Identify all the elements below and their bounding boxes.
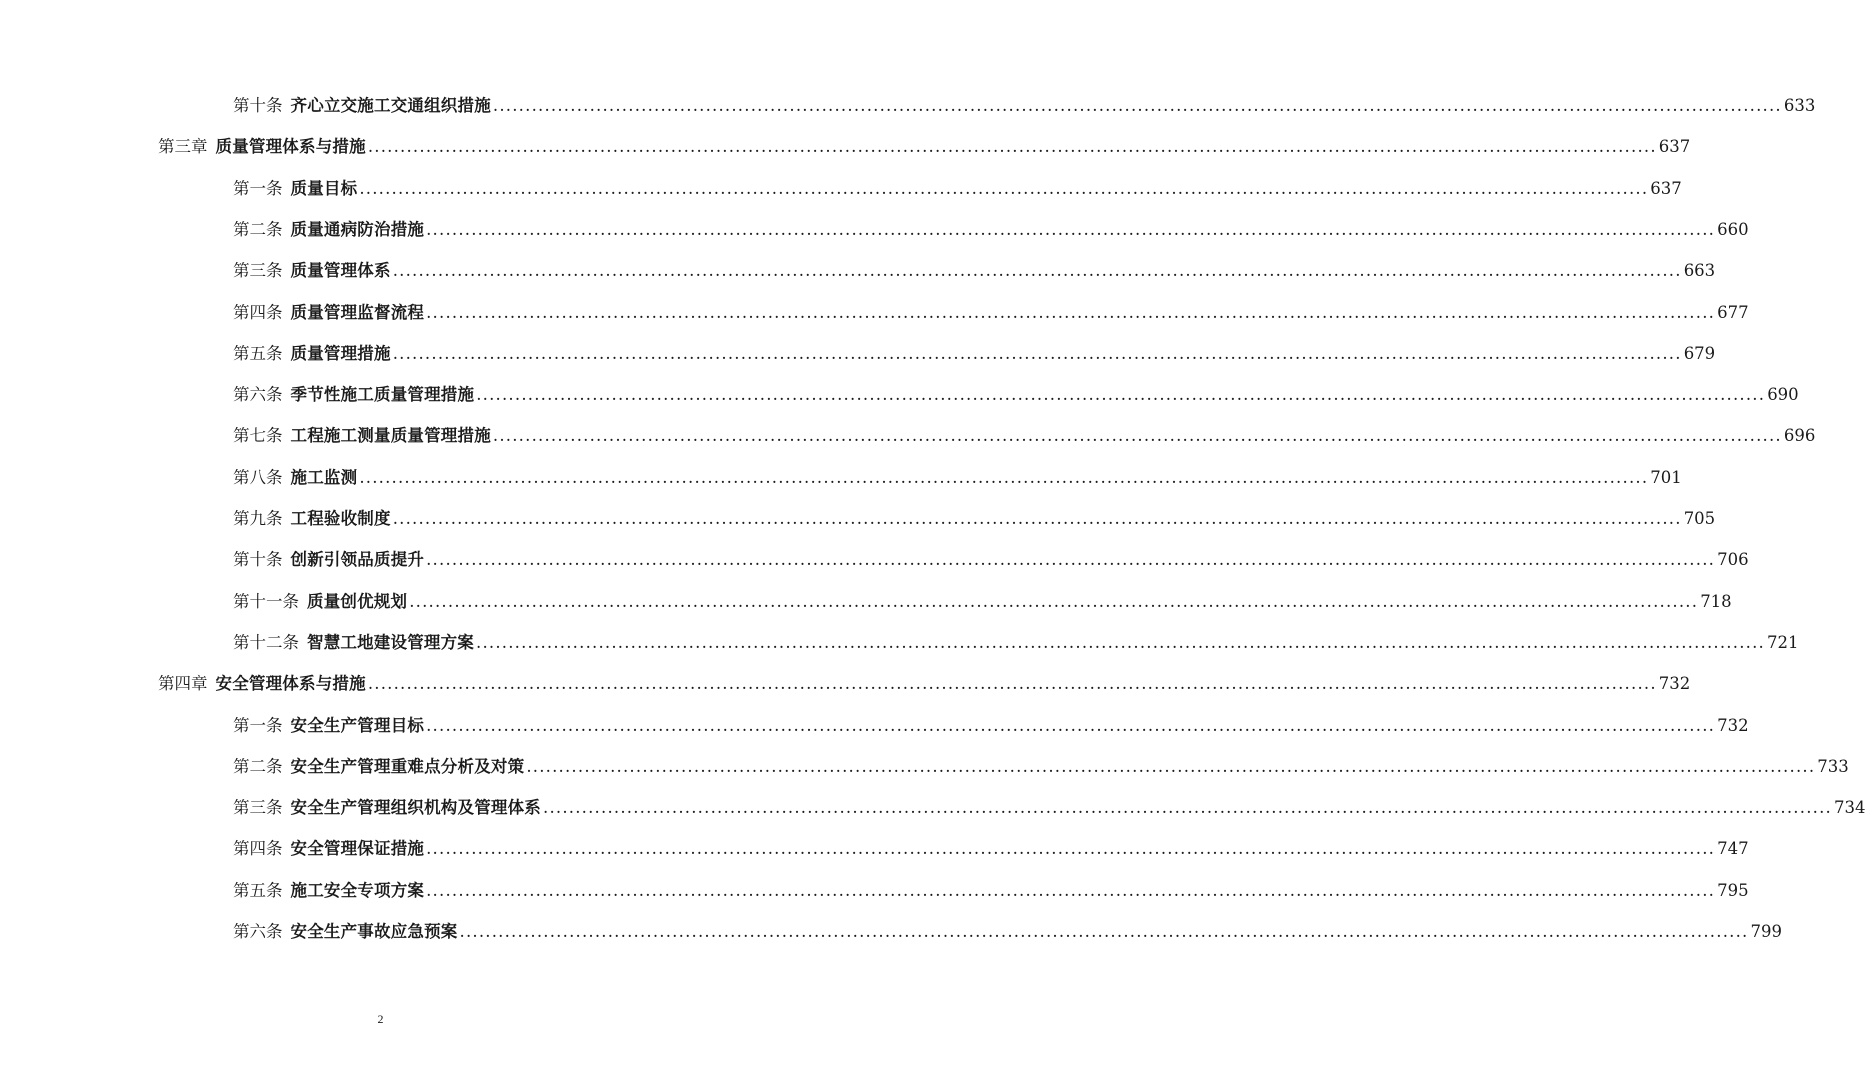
toc-entry-page: 663 <box>1683 261 1716 281</box>
toc-entry-page: 633 <box>1783 96 1816 115</box>
toc-leader-dots: ........................................................................................................................................................................................................ <box>359 178 1649 198</box>
toc-leader-dots: ........................................................................................................................................................................................................ <box>426 219 1716 239</box>
toc-leader-dots: ........................................................................................................................................................................................................ <box>526 756 1816 776</box>
toc-entry-number: 第二条 <box>233 219 283 239</box>
toc-leader-dots: ........................................................................................................................................................................................................ <box>543 798 1832 818</box>
toc-entry-page: 732 <box>1717 715 1749 735</box>
toc-entry-number: 第二条 <box>233 756 283 776</box>
toc-article-entry[interactable] <box>233 916 1782 942</box>
toc-entry-number: 第三条 <box>233 798 283 818</box>
toc-entry-number: 第五条 <box>233 343 283 363</box>
toc-entry-number: 第四条 <box>233 302 283 322</box>
toc-entry-title: 施工监测 <box>290 467 358 487</box>
toc-entry-title: 质量目标 <box>290 178 358 198</box>
toc-entry-number: 第八条 <box>233 467 283 487</box>
toc-entry-page: 637 <box>1650 178 1682 198</box>
toc-entry-title: 质量管理监督流程 <box>290 302 425 322</box>
toc-leader-dots: ........................................................................................................................................................................................................ <box>492 426 1782 446</box>
toc-entry-page: 705 <box>1683 509 1716 528</box>
toc-entry-page: 677 <box>1717 302 1749 322</box>
toc-entry-title: 质量管理体系 <box>290 261 391 281</box>
toc-entry-number: 第十二条 <box>233 632 299 652</box>
toc-leader-dots: ........................................................................................................................................................................................................ <box>426 880 1716 900</box>
toc-entry-title: 安全生产管理目标 <box>290 715 425 735</box>
toc-entry-title: 创新引领品质提升 <box>290 550 425 570</box>
toc-entry-number: 第一条 <box>233 178 283 198</box>
toc-entry-number: 第九条 <box>233 509 283 528</box>
toc-entry-number: 第十一条 <box>233 591 299 611</box>
toc-entry-number: 第四条 <box>233 839 283 859</box>
toc-entry-title: 安全生产管理重难点分析及对策 <box>290 756 525 776</box>
toc-leader-dots: ........................................................................................................................................................................................................ <box>426 302 1716 322</box>
toc-entry-number: 第六条 <box>233 922 283 941</box>
toc-entry-page: 690 <box>1767 385 1799 405</box>
toc-leader-dots: ........................................................................................................................................................................................................ <box>492 96 1782 115</box>
toc-article-entry[interactable] <box>233 833 1749 859</box>
toc-article-entry[interactable] <box>233 627 1799 653</box>
toc-entry-title: 智慧工地建设管理方案 <box>307 632 474 652</box>
toc-entry-page: 799 <box>1750 922 1782 941</box>
toc-entry-title: 质量通病防治措施 <box>290 219 425 239</box>
toc-entry-page: 660 <box>1717 219 1749 239</box>
toc-entry-page: 734 <box>1833 798 1865 818</box>
toc-article-entry[interactable] <box>233 420 1816 446</box>
toc-entry-title: 施工安全专项方案 <box>290 880 425 900</box>
toc-article-entry[interactable] <box>233 875 1749 901</box>
toc-entry-page: 733 <box>1817 756 1849 776</box>
toc-entry-page: 721 <box>1766 632 1799 652</box>
toc-entry-title: 质量管理措施 <box>290 343 391 363</box>
toc-article-entry[interactable] <box>233 338 1716 364</box>
toc-chapter-entry[interactable] <box>158 668 1691 694</box>
toc-article-entry[interactable] <box>233 462 1682 488</box>
toc-entry-title: 安全管理保证措施 <box>290 839 425 859</box>
toc-article-entry[interactable] <box>233 544 1749 570</box>
toc-article-entry[interactable] <box>233 379 1799 405</box>
toc-entry-title: 质量管理体系与措施 <box>215 137 366 157</box>
toc-entry-title: 质量创优规划 <box>307 591 408 611</box>
toc-entry-number: 第五条 <box>233 880 283 900</box>
toc-article-entry[interactable] <box>233 214 1749 240</box>
toc-leader-dots: ........................................................................................................................................................................................................ <box>426 550 1716 570</box>
toc-entry-number: 第三章 <box>158 137 208 157</box>
toc-entry-number: 第六条 <box>233 385 283 405</box>
toc-entry-title: 齐心立交施工交通组织措施 <box>290 96 491 115</box>
toc-article-entry[interactable] <box>233 297 1749 323</box>
toc-chapter-entry[interactable] <box>158 131 1691 157</box>
toc-article-entry[interactable] <box>233 710 1749 736</box>
toc-article-entry[interactable] <box>233 173 1682 199</box>
toc-entry-title: 工程验收制度 <box>290 509 391 528</box>
toc-entry-title: 安全管理体系与措施 <box>215 674 366 694</box>
toc-entry-title: 安全生产管理组织机构及管理体系 <box>290 798 541 818</box>
toc-entry-number: 第一条 <box>233 715 283 735</box>
page-number: 2 <box>377 1012 384 1026</box>
toc-entry-page: 747 <box>1717 839 1749 859</box>
toc-entry-number: 第三条 <box>233 261 283 281</box>
toc-entry-page: 795 <box>1717 880 1749 900</box>
toc-leader-dots: ........................................................................................................................................................................................................ <box>367 674 1657 694</box>
toc-leader-dots: ........................................................................................................................................................................................................ <box>392 509 1682 528</box>
toc-leader-dots: ........................................................................................................................................................................................................ <box>392 343 1682 363</box>
toc-entry-title: 安全生产事故应急预案 <box>290 922 458 941</box>
toc-leader-dots: ........................................................................................................................................................................................................ <box>409 591 1699 611</box>
toc-entry-page: 718 <box>1700 591 1732 611</box>
toc-article-entry[interactable] <box>233 503 1716 529</box>
toc-article-entry[interactable] <box>233 90 1816 116</box>
toc-entry-number: 第四章 <box>158 674 208 694</box>
toc-leader-dots: ........................................................................................................................................................................................................ <box>392 261 1682 281</box>
toc-entry-number: 第十条 <box>233 96 283 115</box>
toc-leader-dots: ........................................................................................................................................................................................................ <box>459 922 1749 941</box>
toc-leader-dots: ........................................................................................................................................................................................................ <box>426 715 1716 735</box>
toc-leader-dots: ........................................................................................................................................................................................................ <box>359 467 1649 487</box>
toc-article-entry[interactable] <box>233 751 1849 777</box>
toc-entry-number: 第十条 <box>233 550 283 570</box>
toc-article-entry[interactable] <box>233 586 1732 612</box>
toc-leader-dots: ........................................................................................................................................................................................................ <box>426 839 1716 859</box>
toc-entry-title: 季节性施工质量管理措施 <box>290 385 475 405</box>
toc-entry-number: 第七条 <box>233 426 283 446</box>
toc-entry-page: 637 <box>1658 137 1691 157</box>
toc-article-entry[interactable] <box>233 255 1716 281</box>
toc-entry-page: 706 <box>1717 550 1749 570</box>
toc-entry-title: 工程施工测量质量管理措施 <box>290 426 491 446</box>
toc-leader-dots: ........................................................................................................................................................................................................ <box>476 385 1766 405</box>
toc-entry-page: 732 <box>1658 674 1691 694</box>
toc-entry-page: 696 <box>1783 426 1816 446</box>
toc-leader-dots: ........................................................................................................................................................................................................ <box>476 632 1765 652</box>
toc-entry-page: 701 <box>1650 467 1682 487</box>
toc-entry-page: 679 <box>1683 343 1716 363</box>
toc-article-entry[interactable] <box>233 792 1865 818</box>
toc-leader-dots: ........................................................................................................................................................................................................ <box>367 137 1657 157</box>
